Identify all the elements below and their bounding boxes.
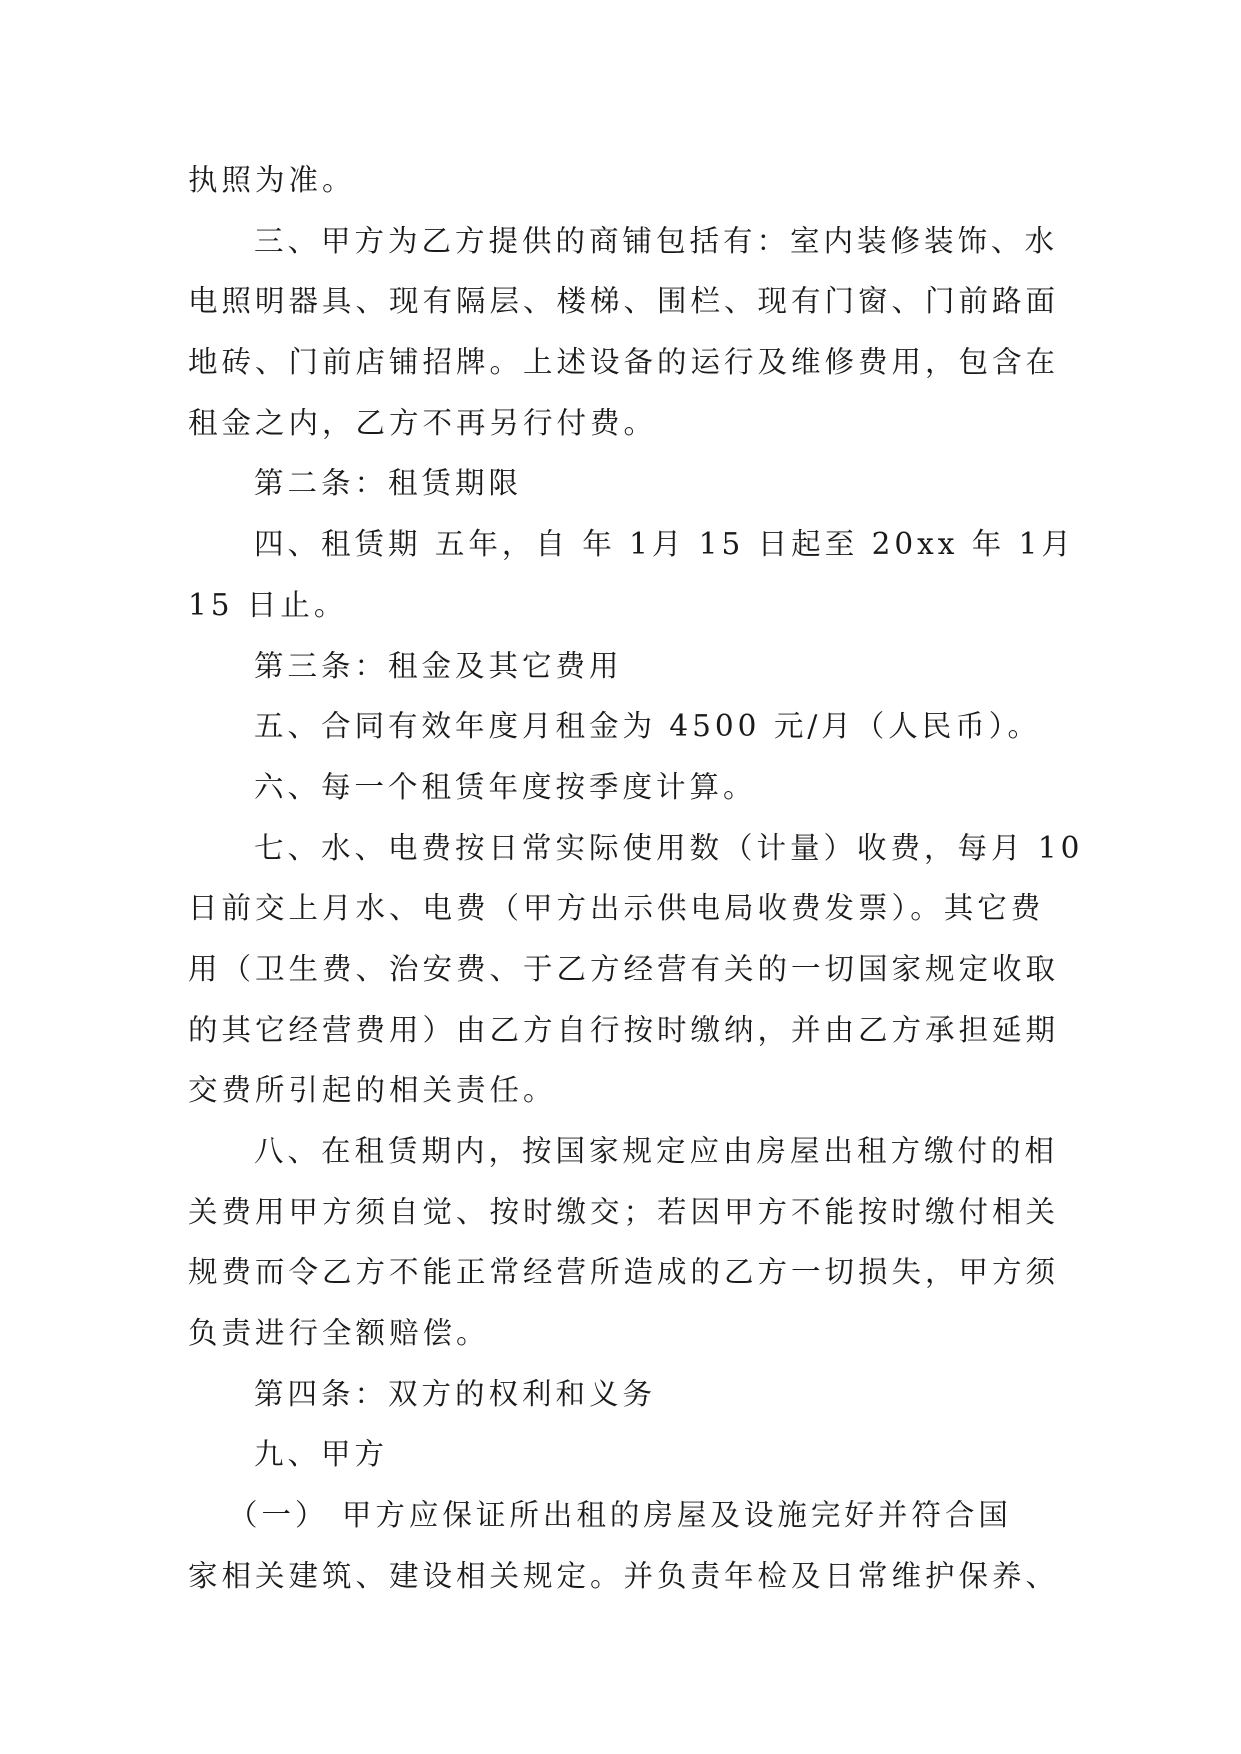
text-line: 八、在租赁期内，按国家规定应由房屋出租方缴付的相 [254, 1134, 1059, 1168]
text-line: 租金之内，乙方不再另行付费。 [188, 405, 658, 440]
text-line: 的其它经营费用）由乙方自行按时缴纳，并由乙方承担延期 [188, 1012, 1060, 1047]
text-line: 家相关建筑、建设相关规定。并负责年检及日常维护保养、 [188, 1558, 1060, 1593]
text-line: 九、甲方 [254, 1437, 389, 1472]
section-heading: 第二条：租赁期限 [254, 466, 523, 501]
text-line: 六、每一个租赁年度按季度计算。 [254, 769, 757, 804]
text-line: 日前交上月水、电费（甲方出示供电局收费发票）。其它费 [188, 891, 1045, 926]
text-line: 15 日止。 [188, 587, 348, 622]
text-line: 负责进行全额赔偿。 [188, 1316, 490, 1351]
text-line: 规费而令乙方不能正常经营所造成的乙方一切损失，甲方须 [188, 1255, 1060, 1290]
text-line: 执照为准。 [188, 163, 356, 197]
text-line: 三、甲方为乙方提供的商铺包括有：室内装修装饰、水 [254, 223, 1059, 258]
text-line: 五、合同有效年度月租金为 4500 元/月（人民币）。 [254, 709, 1042, 744]
text-line: 电照明器具、现有隔层、楼梯、围栏、现有门窗、门前路面 [188, 284, 1060, 319]
section-heading: 第四条：双方的权利和义务 [254, 1376, 657, 1411]
text-line: 交费所引起的相关责任。 [188, 1073, 557, 1108]
text-line: 地砖、门前店铺招牌。上述设备的运行及维修费用，包含在 [188, 345, 1060, 380]
text-line: 关费用甲方须自觉、按时缴交；若因甲方不能按时缴付相关 [188, 1194, 1060, 1229]
text-line: 七、水、电费按日常实际使用数（计量）收费，每月 10 [254, 830, 1084, 865]
section-heading: 第三条：租金及其它费用 [254, 648, 623, 683]
document-page [188, 150, 1084, 1607]
text-line: （一） 甲方应保证所出租的房屋及设施完好并符合国 [228, 1498, 1012, 1533]
text-line: 四、租赁期 五年，自 年 1月 15 日起至 20xx 年 1月 [254, 527, 1075, 562]
text-line: 用（卫生费、治安费、于乙方经营有关的一切国家规定收取 [188, 951, 1060, 986]
